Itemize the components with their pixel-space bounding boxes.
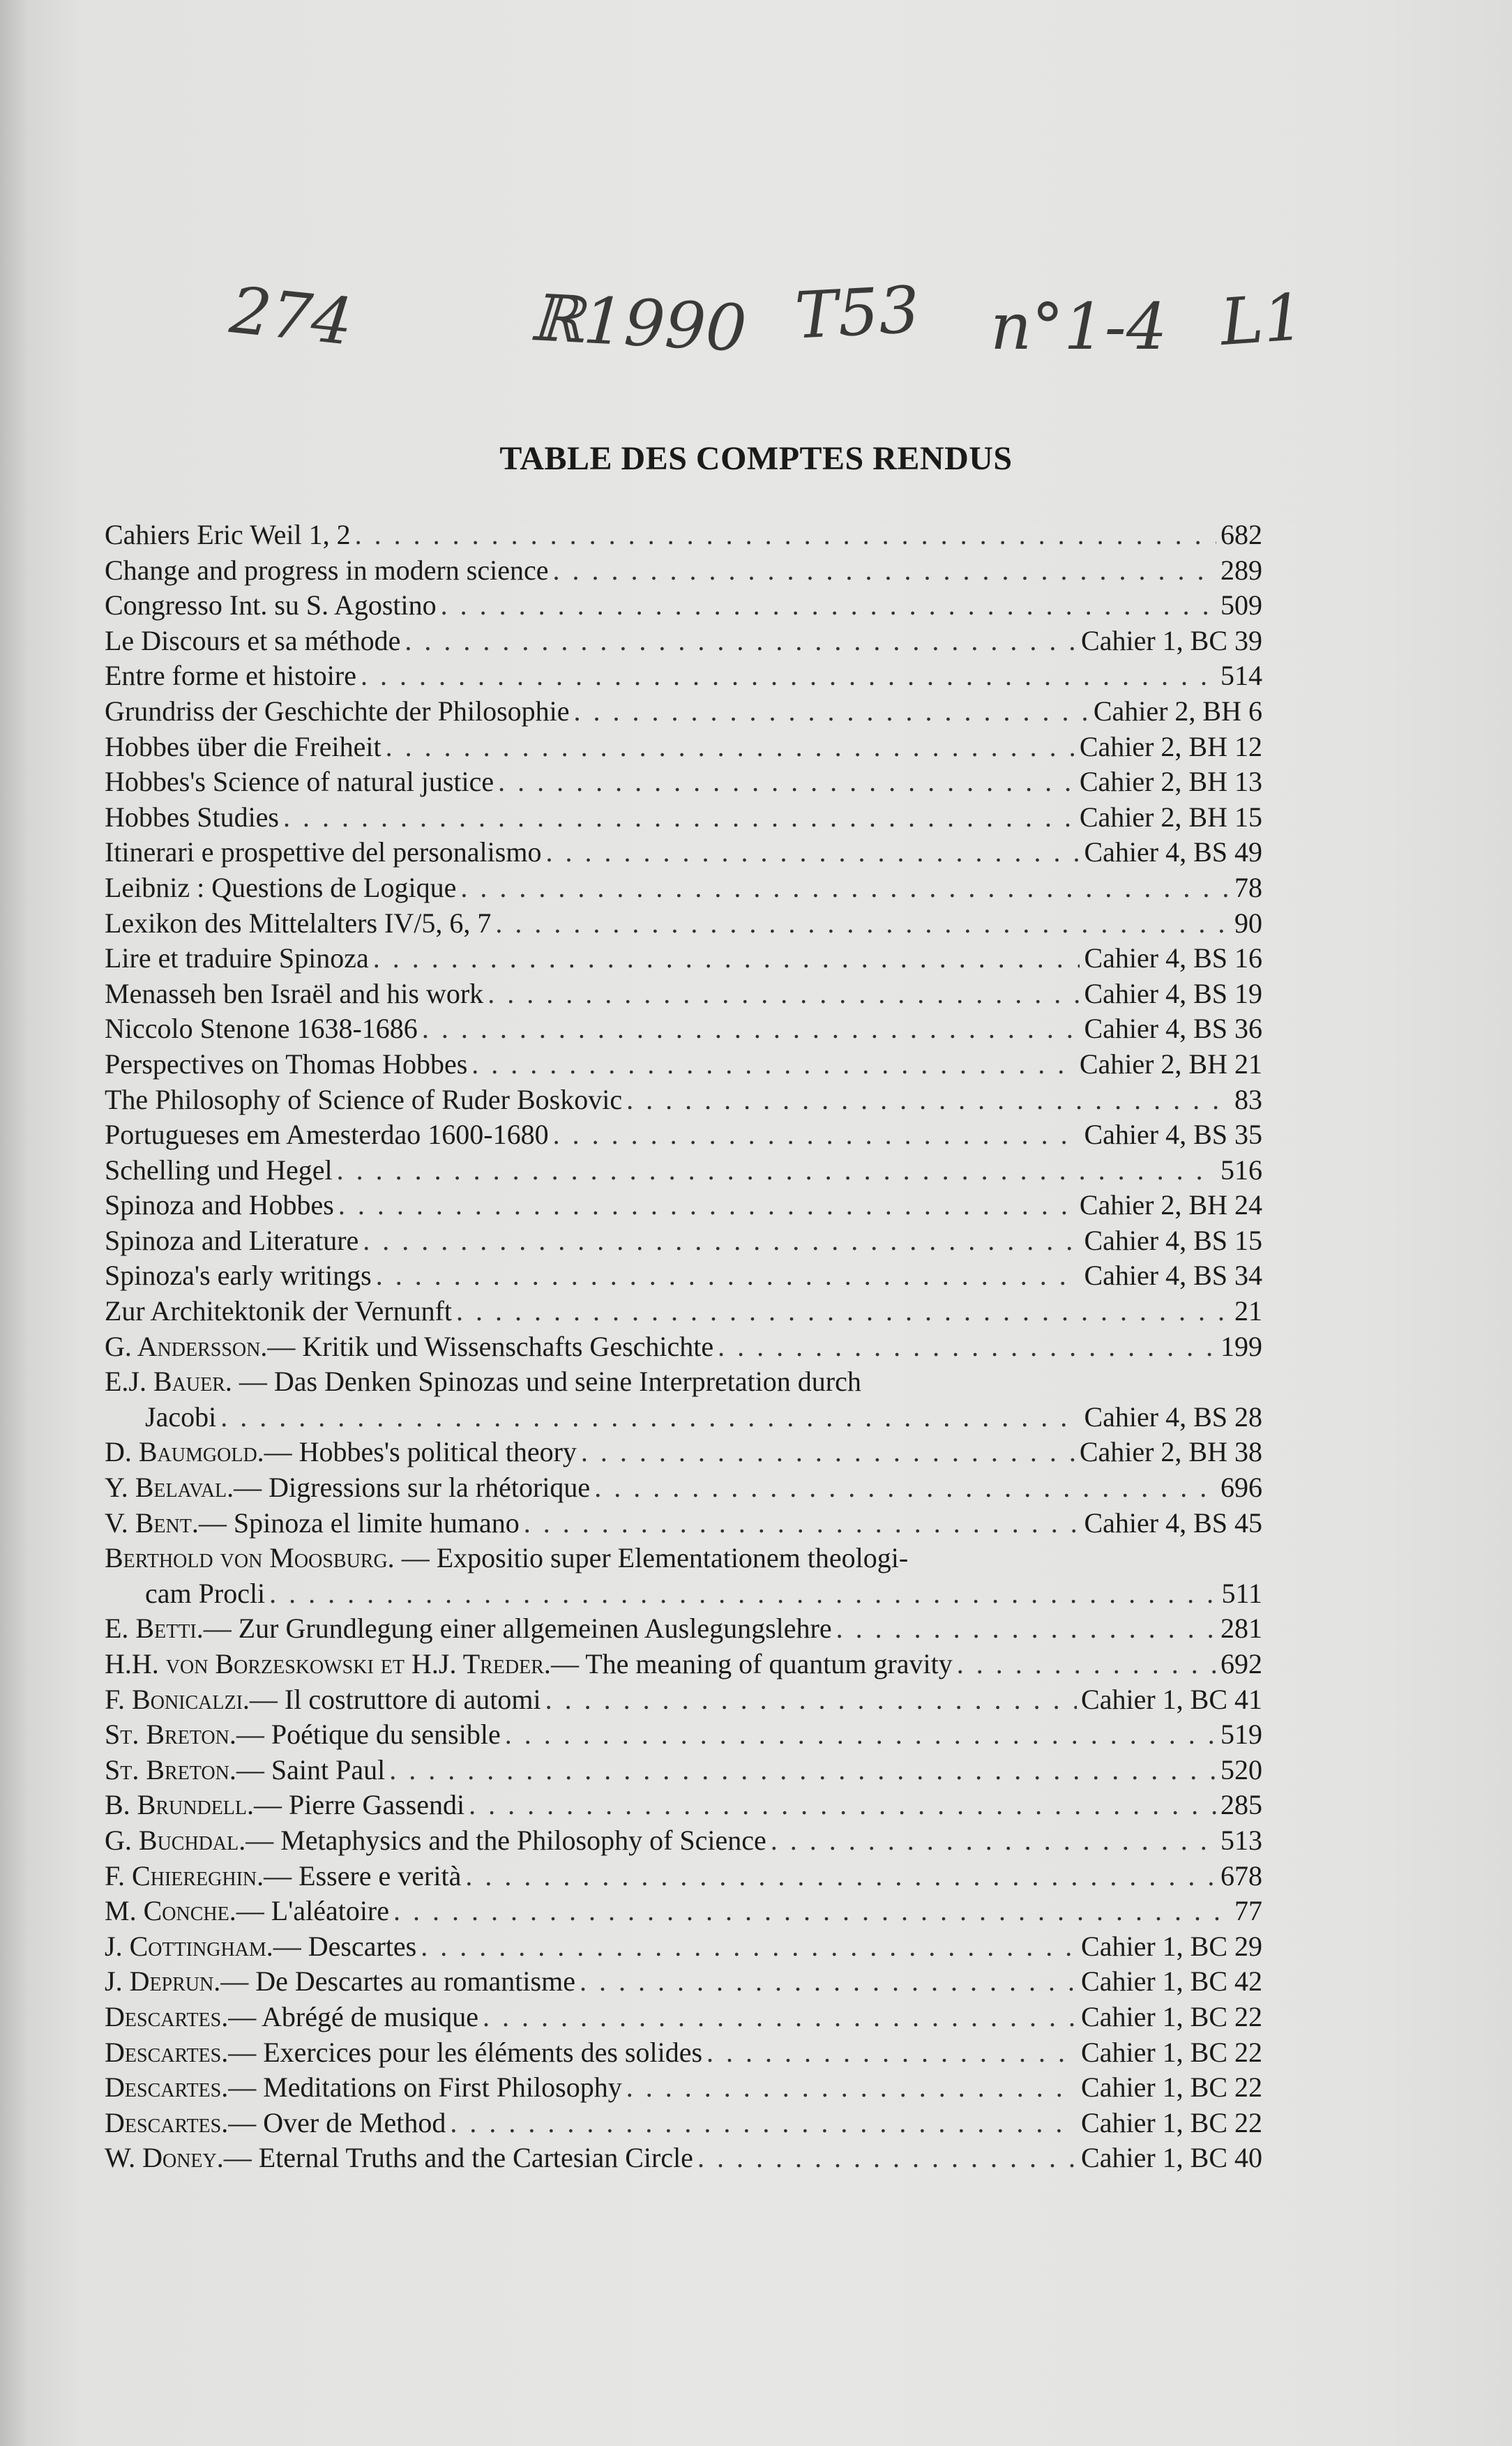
entry-author: B. Brundell.	[105, 1789, 255, 1821]
entry-author: Descartes.	[105, 2000, 229, 2032]
dot-leader	[337, 1153, 1216, 1188]
handwritten-mark: n°1-4	[990, 289, 1167, 364]
entry-title: Menasseh ben Israël and his work	[105, 977, 484, 1009]
entry-author: F. Chiereghin.	[105, 1859, 264, 1892]
toc-entry	[105, 2141, 1262, 2176]
entry-title: The Philosophy of Science of Ruder Boskovic	[105, 1083, 623, 1115]
dot-leader	[361, 658, 1216, 694]
dot-leader	[574, 694, 1089, 730]
entry-page-ref: Cahier 2, BH 6	[1093, 695, 1262, 727]
toc-entry	[105, 1258, 1262, 1294]
entry-author: Descartes.	[105, 2071, 229, 2104]
entry-page-ref: Cahier 1, BC 22	[1081, 2071, 1262, 2104]
entry-page-ref: 516	[1220, 1154, 1262, 1186]
dot-leader	[697, 2141, 1077, 2176]
dot-leader	[450, 2106, 1077, 2141]
entry-page-ref: 21	[1234, 1295, 1262, 1327]
toc-entry	[105, 906, 1262, 942]
entry-page-ref: Cahier 4, BS 45	[1084, 1507, 1262, 1539]
entry-author: St. Breton.	[105, 1753, 236, 1786]
dot-leader	[220, 1400, 1080, 1435]
dot-leader	[580, 1964, 1077, 2000]
toc-entry	[105, 976, 1262, 1012]
entry-title: — Saint Paul	[236, 1753, 386, 1786]
entry-title: Zur Architektonik der Vernunft	[105, 1295, 453, 1327]
toc-entry-line	[105, 1364, 1262, 1400]
toc-entry	[105, 1011, 1262, 1047]
entry-page-ref: 289	[1220, 554, 1262, 586]
entry-page-ref: 519	[1220, 1719, 1262, 1751]
dot-leader	[283, 800, 1075, 836]
dot-leader	[626, 1082, 1230, 1118]
entry-page-ref: Cahier 2, BH 12	[1079, 730, 1262, 762]
toc-entry	[105, 1859, 1262, 1894]
dot-leader	[393, 1894, 1230, 1929]
entry-page-ref: 678	[1220, 1859, 1262, 1892]
entry-title: Portugueses em Amesterdao 1600-1680	[105, 1119, 549, 1151]
toc-entry	[105, 800, 1262, 836]
entry-title: — Abrégé de musique	[228, 2000, 479, 2032]
dot-leader	[389, 1753, 1216, 1788]
entry-title: — De Descartes au romantisme	[220, 1965, 575, 1998]
entry-page-ref: 78	[1234, 871, 1262, 903]
entry-page-ref: 682	[1220, 519, 1262, 550]
toc-entry	[105, 1647, 1262, 1682]
dot-leader	[386, 730, 1075, 765]
entry-title: — Das Denken Spinozas und seine Interpretation durch	[232, 1366, 861, 1398]
entry-page-ref: Cahier 4, BS 15	[1084, 1224, 1262, 1256]
toc-entry	[105, 2106, 1262, 2141]
dot-leader	[376, 1258, 1080, 1294]
table-of-reviews	[105, 518, 1262, 2176]
toc-entry	[105, 1717, 1262, 1753]
entry-author: Berthold von Moosburg.	[105, 1542, 395, 1574]
entry-page-ref: Cahier 1, BC 29	[1081, 1930, 1262, 1962]
toc-entry	[105, 1753, 1262, 1788]
entry-author: M. Conche.	[105, 1895, 236, 1927]
dot-leader	[460, 870, 1230, 906]
entry-page-ref: Cahier 2, BH 21	[1079, 1048, 1262, 1080]
entry-title: Le Discours et sa méthode	[105, 624, 401, 656]
entry-title: — Essere e verità	[264, 1859, 462, 1892]
entry-page-ref: Cahier 4, BS 16	[1084, 942, 1262, 974]
entry-author: Descartes.	[105, 2106, 229, 2138]
dot-leader	[363, 1223, 1080, 1259]
entry-page-ref: Cahier 4, BS 35	[1084, 1119, 1262, 1151]
toc-entry	[105, 1153, 1262, 1188]
entry-title: — L'aléatoire	[236, 1895, 390, 1927]
entry-title: — Metaphysics and the Philosophy of Science	[245, 1824, 766, 1856]
entry-author: E. Betti.	[105, 1613, 204, 1645]
entry-page-ref: 281	[1220, 1613, 1262, 1645]
toc-entry	[105, 1929, 1262, 1965]
handwritten-mark: L1	[1218, 279, 1307, 361]
toc-entry	[105, 2070, 1262, 2106]
dot-leader	[545, 1682, 1077, 1718]
toc-entry	[105, 941, 1262, 976]
dot-leader	[505, 1717, 1216, 1753]
entry-author: G. Buchdal.	[105, 1824, 246, 1856]
entry-title: Change and progress in modern science	[105, 554, 549, 586]
entry-page-ref: Cahier 1, BC 42	[1081, 1965, 1262, 1998]
dot-leader	[465, 1859, 1216, 1894]
entry-page-ref: Cahier 2, BH 13	[1079, 766, 1262, 798]
handwritten-mark: 274	[226, 273, 356, 360]
entry-title: Niccolo Stenone 1638-1686	[105, 1013, 418, 1045]
entry-title: Congresso Int. su S. Agostino	[105, 589, 437, 621]
entry-author: Y. Belaval.	[105, 1472, 234, 1504]
entry-page-ref: 77	[1234, 1895, 1262, 1927]
toc-entry	[105, 1682, 1262, 1718]
entry-title: — Expositio super Elementationem theologi-	[394, 1542, 909, 1574]
toc-entry	[105, 1506, 1262, 1541]
entry-title: — Poétique du sensible	[236, 1719, 501, 1751]
dot-leader	[495, 906, 1230, 942]
entry-title: — Over de Method	[228, 2106, 446, 2138]
entry-author: J. Cottingham.	[105, 1930, 273, 1962]
entry-title: — Il costruttore di automi	[249, 1683, 541, 1715]
handwritten-mark: ℝ1990	[528, 280, 749, 367]
dot-leader	[545, 835, 1080, 870]
entry-title: — Pierre Gassendi	[254, 1789, 465, 1821]
entry-page-ref: Cahier 4, BS 28	[1084, 1401, 1262, 1433]
dot-leader	[552, 553, 1216, 589]
toc-entry	[105, 1788, 1262, 1823]
entry-title: Spinoza and Literature	[105, 1224, 359, 1256]
toc-entry	[105, 1329, 1262, 1365]
entry-author: St. Breton.	[105, 1719, 236, 1751]
toc-entry	[105, 835, 1262, 870]
toc-entry	[105, 2000, 1262, 2035]
toc-entry	[105, 870, 1262, 906]
dot-leader	[421, 1929, 1077, 1965]
entry-title: Leibniz : Questions de Logique	[105, 871, 457, 903]
toc-entry	[105, 694, 1262, 730]
toc-entry	[105, 1894, 1262, 1929]
entry-title: Entre forme et histoire	[105, 660, 356, 692]
toc-entry	[105, 2035, 1262, 2071]
entry-title: Lire et traduire Spinoza	[105, 942, 369, 974]
entry-page-ref: Cahier 1, BC 22	[1081, 2000, 1262, 2032]
toc-entry	[105, 553, 1262, 589]
dot-leader	[441, 588, 1216, 624]
entry-page-ref: 90	[1234, 907, 1262, 939]
dot-leader	[269, 1576, 1217, 1612]
toc-entry	[105, 1223, 1262, 1259]
dot-leader	[581, 1435, 1075, 1470]
entry-page-ref: 520	[1220, 1753, 1262, 1786]
entry-page-ref: Cahier 4, BS 19	[1084, 977, 1262, 1009]
toc-entry	[105, 588, 1262, 624]
toc-entry	[105, 658, 1262, 694]
dot-leader	[487, 976, 1080, 1012]
dot-leader	[498, 764, 1075, 800]
entry-page-ref: 514	[1220, 660, 1262, 692]
dot-leader	[456, 1294, 1230, 1329]
toc-entry	[105, 518, 1262, 553]
entry-page-ref: 513	[1220, 1824, 1262, 1856]
entry-page-ref: Cahier 1, BC 40	[1081, 2142, 1262, 2174]
dot-leader	[957, 1647, 1216, 1682]
entry-title: — Meditations on First Philosophy	[228, 2071, 622, 2104]
entry-title: — Hobbes's political theory	[264, 1436, 577, 1468]
toc-entry	[105, 624, 1262, 659]
entry-title: — Exercices pour les éléments des solides	[228, 2036, 703, 2068]
entry-author: F. Bonicalzi.	[105, 1683, 250, 1715]
entry-title: Spinoza and Hobbes	[105, 1189, 334, 1221]
entry-title: — Descartes	[273, 1930, 417, 1962]
toc-entry	[105, 1435, 1262, 1470]
dot-leader	[338, 1188, 1075, 1223]
entry-title: Hobbes's Science of natural justice	[105, 766, 494, 798]
toc-entry	[105, 1047, 1262, 1082]
entry-title: Hobbes Studies	[105, 801, 279, 833]
toc-entry	[105, 1117, 1262, 1153]
entry-title: Grundriss der Geschichte der Philosophie	[105, 695, 570, 727]
entry-title: — Kritik und Wissenschafts Geschichte	[267, 1330, 714, 1362]
dot-leader	[355, 518, 1216, 553]
entry-page-ref: Cahier 1, BC 22	[1081, 2106, 1262, 2138]
entry-author: D. Baumgold.	[105, 1436, 264, 1468]
toc-entry-line	[105, 1541, 1262, 1576]
handwritten-note	[0, 0, 1512, 418]
entry-title: Cahiers Eric Weil 1, 2	[105, 519, 351, 550]
entry-title: Hobbes über die Freiheit	[105, 730, 381, 762]
entry-title-continued: cam Procli	[145, 1577, 266, 1609]
entry-page-ref: Cahier 1, BC 39	[1081, 624, 1262, 656]
entry-author: E.J. Bauer.	[105, 1366, 232, 1398]
toc-entry	[105, 1823, 1262, 1859]
entry-title: — Spinoza el limite humano	[198, 1507, 520, 1539]
entry-title: Itinerari e prospettive del personalismo	[105, 836, 542, 868]
handwritten-mark: T53	[793, 272, 922, 354]
entry-page-ref: Cahier 2, BH 38	[1079, 1436, 1262, 1468]
dot-leader	[718, 1329, 1216, 1365]
dot-leader	[373, 941, 1080, 976]
entry-title: Schelling und Hegel	[105, 1154, 333, 1186]
dot-leader	[706, 2035, 1077, 2071]
entry-page-ref: Cahier 1, BC 41	[1081, 1683, 1262, 1715]
toc-entry	[105, 1611, 1262, 1647]
entry-page-ref: Cahier 4, BS 36	[1084, 1013, 1262, 1045]
entry-title: — The meaning of quantum gravity	[550, 1648, 953, 1679]
toc-entry	[105, 1964, 1262, 2000]
toc-entry	[105, 1294, 1262, 1329]
entry-page-ref: Cahier 4, BS 34	[1084, 1260, 1262, 1292]
toc-entry	[105, 1188, 1262, 1223]
entry-title: — Zur Grundlegung einer allgemeinen Auslegungslehre	[203, 1613, 832, 1645]
entry-title: — Digressions sur la rhétorique	[234, 1472, 591, 1504]
entry-author: H.H. von Borzeskowski et H.J. Treder.	[105, 1648, 551, 1679]
entry-page-ref: 285	[1220, 1789, 1262, 1821]
entry-title: Lexikon des Mittelalters IV/5, 6, 7	[105, 907, 492, 939]
dot-leader	[836, 1611, 1216, 1647]
toc-entry	[105, 1470, 1262, 1506]
entry-title: — Eternal Truths and the Cartesian Circle	[223, 2142, 693, 2174]
entry-author: W. Doney.	[105, 2142, 224, 2174]
toc-entry	[105, 764, 1262, 800]
entry-page-ref: 83	[1234, 1083, 1262, 1115]
entry-page-ref: Cahier 4, BS 49	[1084, 836, 1262, 868]
entry-page-ref: 511	[1221, 1577, 1262, 1609]
entry-page-ref: 199	[1220, 1330, 1262, 1362]
entry-title-continued: Jacobi	[145, 1401, 217, 1433]
dot-leader	[553, 1117, 1080, 1153]
dot-leader	[524, 1506, 1080, 1541]
dot-leader	[469, 1788, 1216, 1823]
dot-leader	[594, 1470, 1216, 1506]
toc-entry	[105, 1400, 1262, 1435]
entry-page-ref: Cahier 1, BC 22	[1081, 2036, 1262, 2068]
entry-author: J. Deprun.	[105, 1965, 221, 1998]
entry-author: V. Bent.	[105, 1507, 199, 1539]
toc-entry	[105, 1082, 1262, 1118]
entry-page-ref: 696	[1220, 1472, 1262, 1504]
entry-page-ref: 509	[1220, 589, 1262, 621]
dot-leader	[471, 1047, 1075, 1082]
entry-page-ref: 692	[1220, 1648, 1262, 1679]
page-title: TABLE DES COMPTES RENDUS	[499, 440, 1013, 477]
entry-author: Descartes.	[105, 2036, 229, 2068]
dot-leader	[771, 1823, 1216, 1859]
toc-entry	[105, 730, 1262, 765]
entry-title: Perspectives on Thomas Hobbes	[105, 1048, 468, 1080]
dot-leader	[626, 2070, 1077, 2106]
dot-leader	[405, 624, 1077, 659]
entry-page-ref: Cahier 2, BH 24	[1079, 1189, 1262, 1221]
entry-author: G. Andersson.	[105, 1330, 268, 1362]
toc-entry	[105, 1576, 1262, 1612]
entry-page-ref: Cahier 2, BH 15	[1079, 801, 1262, 833]
dot-leader	[483, 2000, 1077, 2035]
dot-leader	[422, 1011, 1080, 1047]
entry-title: Spinoza's early writings	[105, 1260, 372, 1292]
